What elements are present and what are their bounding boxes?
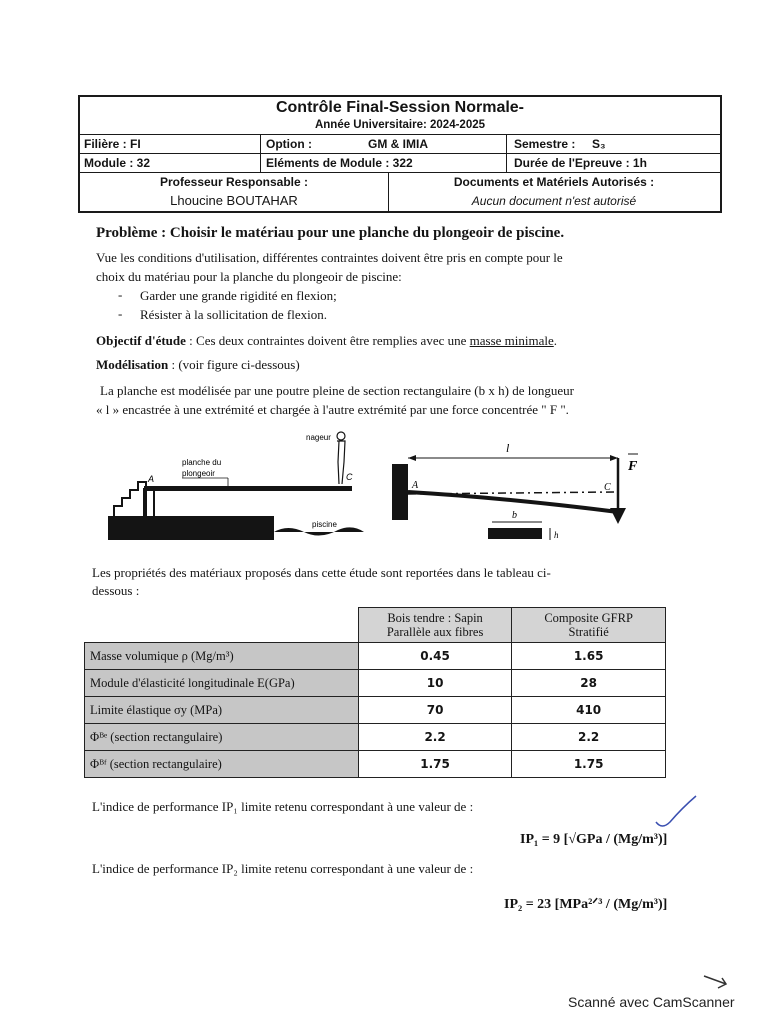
header-row-module [80, 153, 720, 173]
cell-value: 2.2 [512, 724, 666, 751]
cell-value: 1.75 [512, 751, 666, 778]
prof-label: Professeur Responsable : [159, 174, 309, 189]
modelisation-line [96, 356, 300, 374]
label-c: C [346, 472, 353, 482]
label-width: b [512, 510, 517, 521]
docs-value: Aucun document n'est autorisé [471, 193, 637, 208]
table-row [85, 643, 666, 670]
cell-value: 1.75 [358, 751, 511, 778]
row-label-yield-strength: Limite élastique σy (MPa) [85, 697, 359, 724]
label-length: l [506, 441, 510, 455]
header-title-row [80, 97, 720, 135]
header-row-prof [80, 172, 720, 211]
cell-value: 10 [358, 670, 511, 697]
scanner-watermark: Scanné avec CamScanner [568, 994, 735, 1010]
column-header-wood: Bois tendre : Sapin Parallèle aux fibres [358, 608, 511, 643]
table-row [85, 751, 666, 778]
bullet-item-2: Résister à la sollicitation de flexion. [140, 307, 328, 322]
exam-title: Contrôle Final-Session Normale- [275, 99, 525, 116]
prof-name: Lhoucine BOUTAHAR [170, 193, 298, 208]
cell-value: 410 [512, 697, 666, 724]
diving-plank [144, 486, 352, 491]
swimmer-figure [337, 432, 345, 484]
label-beam-c: C [604, 482, 611, 493]
arrow-mark-icon [702, 972, 732, 992]
label-a: A [148, 474, 155, 484]
row-label-shape-factor-elastic: Φᴮᵉ (section rectangulaire) [85, 724, 359, 751]
diving-board-figure [108, 428, 654, 552]
cell-value: 2.2 [358, 724, 511, 751]
cell-value: 28 [512, 670, 666, 697]
problem-heading: Problème : Choisir le matériau pour une planche du plongeoir de piscine. [96, 225, 565, 241]
model-line-1: La planche est modélisée par une poutre pleine de section rectangulaire (b x h) de longueur [100, 383, 574, 398]
cross-section [488, 528, 542, 539]
elements-module: Eléments de Module : 322 [266, 155, 413, 170]
objectif-label: Objectif d'étude [96, 333, 186, 348]
docs-label: Documents et Matériels Autorisés : [453, 174, 655, 189]
table-intro-line-2: dessous : [92, 583, 140, 598]
semestre-value: S₃ [592, 136, 606, 151]
ip1-formula: IP₁ = 9 [√GPa / (Mg/m³)] [520, 832, 668, 847]
pool-edge-block [108, 516, 274, 540]
objectif-text: : Ces deux contraintes doivent être remplies avec une [185, 333, 470, 348]
column-header-composite: Composite GFRP Stratifié [512, 608, 666, 643]
ip1-text: L'indice de performance IP₁ limite retenu correspondant à une valeur de : [92, 799, 474, 814]
row-label-density: Masse volumique ρ (Mg/m³) [85, 643, 359, 670]
modelisation-text: : (voir figure ci-dessous) [168, 357, 300, 372]
material-properties-table [84, 607, 666, 778]
duree-epreuve: Durée de l'Epreuve : 1h [514, 155, 647, 170]
module: Module : 32 [84, 155, 151, 170]
ip2-formula: IP₂ = 23 [MPa²ᐟ³ / (Mg/m³)] [504, 897, 668, 912]
label-force: F [628, 459, 638, 474]
table-intro-line-1: Les propriétés des matériaux proposés dans cette étude sont reportées dans le tableau ci- [92, 565, 551, 580]
bullet-dash: - [118, 287, 123, 302]
exam-header-table [78, 95, 722, 213]
bullet-item-1: Garder une grande rigidité en flexion; [140, 288, 337, 303]
table-row [85, 697, 666, 724]
objectif-end: . [553, 333, 558, 348]
intro-line-2: choix du matériau pour la planche du plongeoir de piscine: [96, 269, 402, 284]
filiere: Filière : FI [84, 136, 141, 151]
cell-value: 0.45 [358, 643, 511, 670]
option-label: Option : [266, 136, 312, 151]
label-piscine: piscine [312, 520, 337, 529]
label-height: h [554, 530, 559, 540]
label-planche: planche du [182, 458, 222, 467]
cell-value: 70 [358, 697, 511, 724]
table-row [85, 670, 666, 697]
stairs [114, 482, 146, 516]
force-arrow-head [610, 508, 626, 524]
beam-schematic [392, 441, 638, 540]
table-row [85, 724, 666, 751]
deflected-beam [408, 492, 618, 512]
objectif-line [96, 332, 557, 350]
cell-value: 1.65 [512, 643, 666, 670]
diving-board-illustration [108, 432, 364, 540]
academic-year: Année Universitaire: 2024-2025 [314, 119, 486, 131]
label-plongeoir: plongeoir [182, 469, 215, 478]
model-line-2: « l » encastrée à une extrémité et chargée à l'autre extrémité par une force concentrée " F ". [96, 402, 569, 417]
label-nageur: nageur [306, 433, 331, 442]
bullet-dash: - [118, 306, 123, 321]
semestre-label: Semestre : [514, 136, 576, 151]
modelisation-label: Modélisation [96, 357, 169, 372]
check-mark-icon [652, 792, 702, 832]
table-header-row [85, 608, 666, 643]
ip2-text: L'indice de performance IP₂ limite retenu correspondant à une valeur de : [92, 861, 474, 876]
objectif-underline: masse minimale [469, 333, 554, 348]
row-label-young-modulus: Module d'élasticité longitudinale E(GPa) [85, 670, 359, 697]
header-row-filiere [80, 134, 720, 154]
label-beam-a: A [412, 480, 419, 491]
row-label-shape-factor-failure: Φᴮᶠ (section rectangulaire) [85, 751, 359, 778]
option-value: GM & IMIA [368, 136, 428, 151]
fixed-support [392, 464, 408, 520]
intro-line-1: Vue les conditions d'utilisation, différentes contraintes doivent être pris en compte pour le [96, 250, 563, 265]
